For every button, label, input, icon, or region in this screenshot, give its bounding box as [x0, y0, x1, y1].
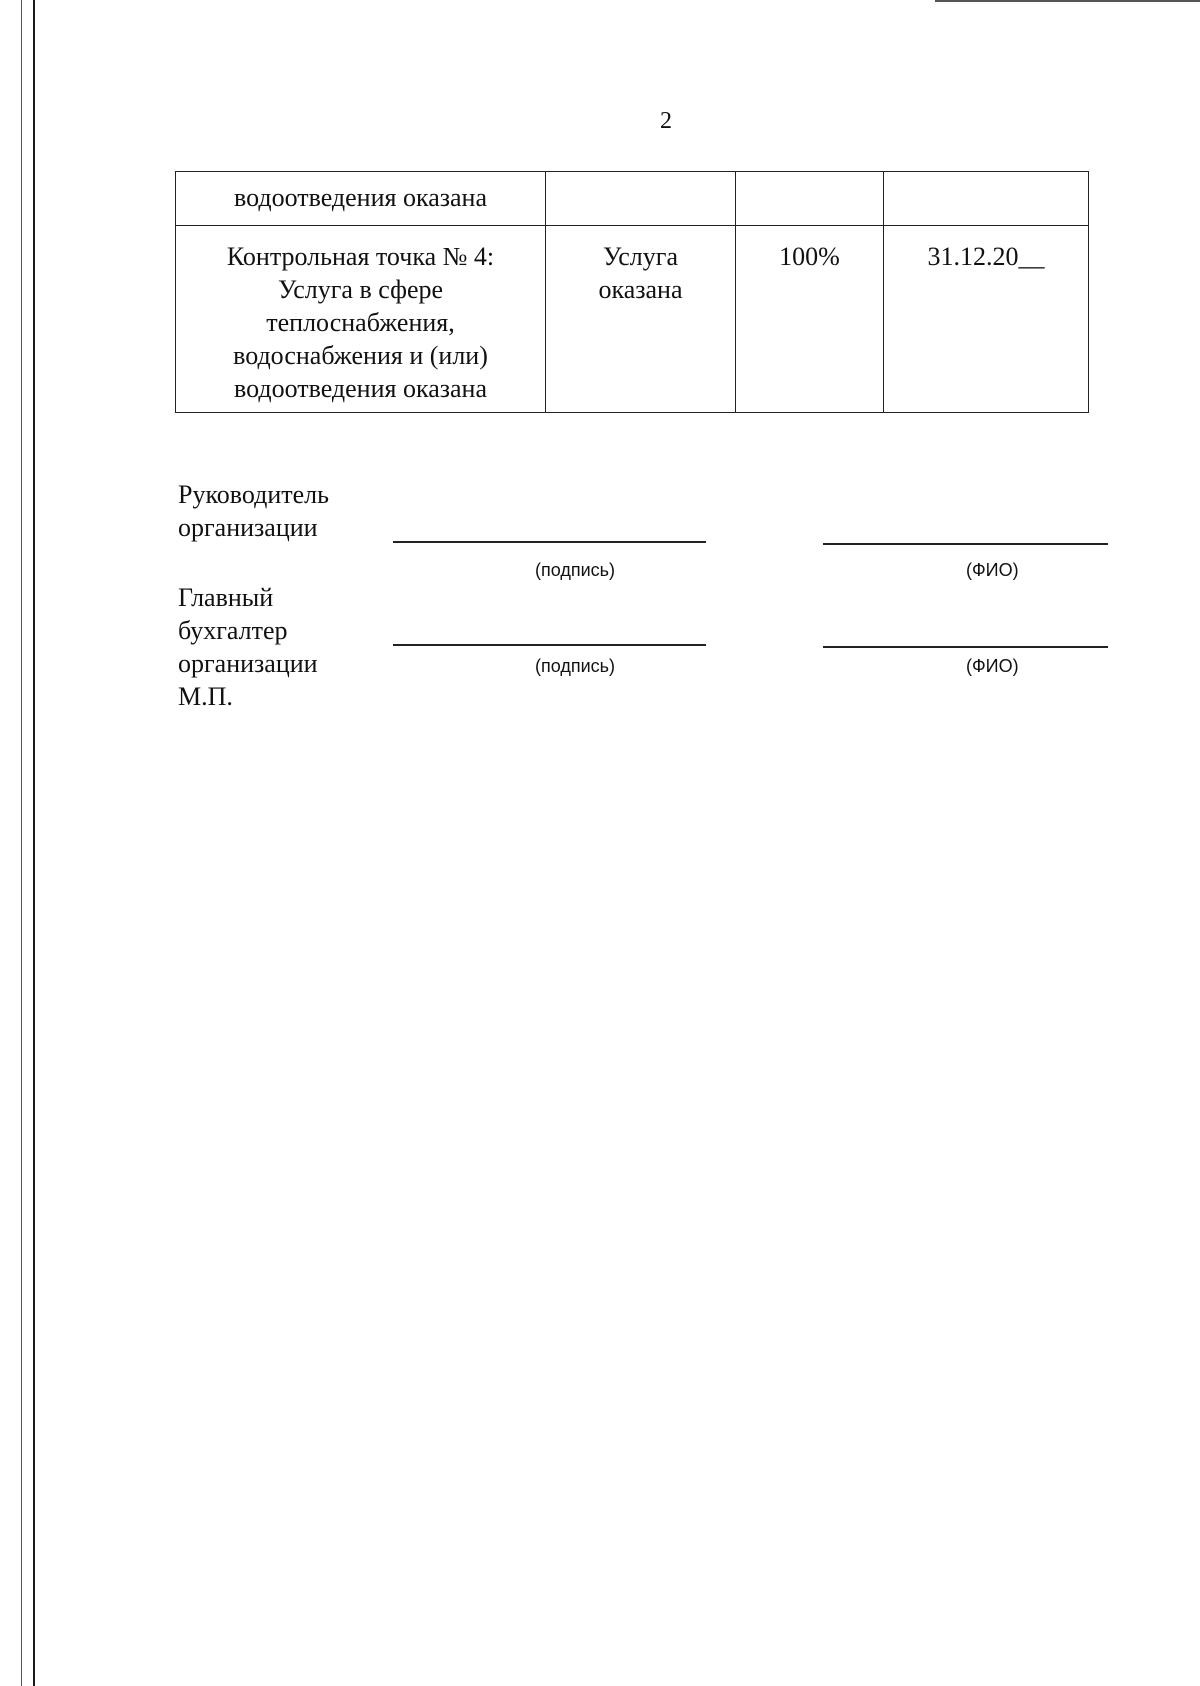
head-signature-line [393, 541, 706, 543]
table-cell [736, 172, 884, 226]
accountant-signature-caption: (подпись) [535, 656, 616, 676]
table-cell: 31.12.20__ [884, 226, 1089, 413]
head-label: Руководитель организации [178, 480, 329, 542]
head-signature-caption: (подпись) [535, 560, 616, 580]
scan-edge [21, 0, 22, 1686]
accountant-name-caption: (ФИО) [966, 656, 1019, 676]
page-number: 2 [660, 108, 672, 134]
accountant-name-line [823, 646, 1108, 648]
table-cell [546, 172, 736, 226]
table-cell: Контрольная точка № 4: Услуга в сфере теплоснабжения, водоснабжения и (или) водоотведения оказана [176, 226, 546, 413]
accountant-signature-line [393, 644, 706, 646]
table-cell [884, 172, 1089, 226]
head-name-caption: (ФИО) [966, 560, 1019, 580]
table-row [176, 226, 1089, 413]
table-cell: Услуга оказана [546, 226, 736, 413]
head-name-line [823, 543, 1108, 545]
scan-edge [935, 0, 1200, 2]
table-cell: водоотведения оказана [176, 172, 546, 226]
stamp-place: М.П. [178, 682, 233, 711]
accountant-label: Главный бухгалтер организации [178, 583, 318, 678]
table-row [176, 172, 1089, 226]
scan-edge [33, 0, 35, 1686]
table-cell: 100% [736, 226, 884, 413]
plan-table [175, 171, 1089, 413]
